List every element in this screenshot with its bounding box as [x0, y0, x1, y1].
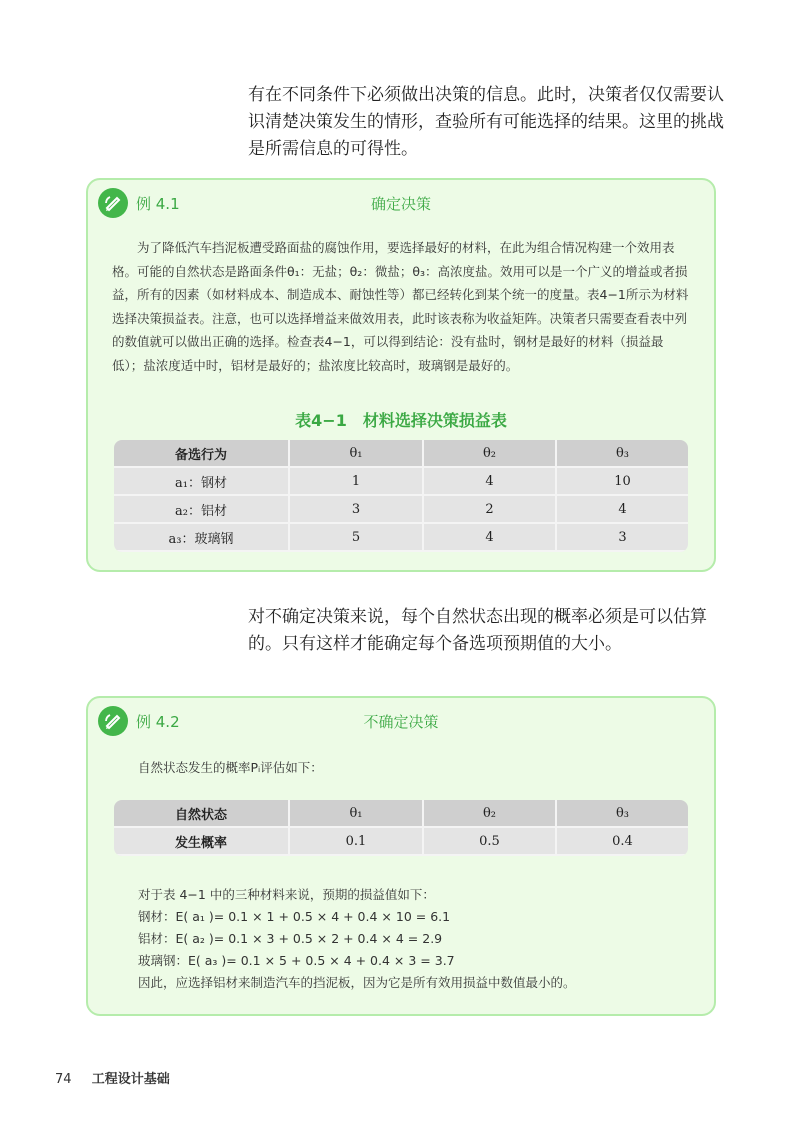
page-footer — [55, 1068, 170, 1087]
intro-paragraph: 有在不同条件下必须做出决策的信息。此时，决策者仅仅需要认识清楚决策发生的情形，查验所有可能选择的结果。这里的挑战是所需信息的可得性。 — [248, 85, 724, 159]
table-cell: 4 — [422, 468, 555, 496]
example-title: 不确定决策 — [363, 713, 439, 731]
table-header-cell: θ₃ — [555, 440, 688, 468]
calc-conclusion: 因此，应选择铝材来制造汽车的挡泥板，因为它是所有效用损益中数值最小的。 — [138, 975, 576, 990]
example-box-4-1 — [86, 178, 716, 572]
table-caption: 表4−1 材料选择决策损益表 — [295, 411, 507, 430]
example-label: 例 4.1 — [136, 195, 180, 213]
intro-paragraph-2: 对不确定决策来说，每个自然状态出现的概率必须是可以估算的。只有这样才能确定每个备选项预期值的大小。 — [248, 607, 707, 654]
probability-intro: 自然状态发生的概率Pᵢ评估如下： — [138, 760, 323, 775]
table-row — [114, 496, 688, 524]
table-cell: 3 — [555, 524, 688, 552]
page-number: 74 — [55, 1072, 72, 1087]
table-cell: 3 — [288, 496, 422, 524]
table-header-row — [114, 800, 688, 828]
calc-line-fiberglass: 玻璃钢：E( a₃ )= 0.1 × 5 + 0.5 × 4 + 0.4 × 3 = 3.7 — [138, 953, 455, 968]
table-cell: 2 — [422, 496, 555, 524]
table-cell: 0.5 — [422, 828, 555, 856]
probability-table — [114, 800, 688, 856]
table-cell: 4 — [555, 496, 688, 524]
table-cell: 10 — [555, 468, 688, 496]
table-row — [114, 468, 688, 496]
example-title: 确定决策 — [370, 195, 431, 213]
table-header-cell: θ₁ — [288, 440, 422, 468]
table-cell: a₃：玻璃钢 — [114, 524, 288, 552]
table-header-cell: θ₂ — [422, 800, 555, 828]
table-cell: a₁：钢材 — [114, 468, 288, 496]
table-header-cell: θ₃ — [555, 800, 688, 828]
expected-value-calculation — [138, 884, 688, 994]
table-row — [114, 524, 688, 552]
table-cell: 0.1 — [288, 828, 422, 856]
table-header-cell: 备选行为 — [114, 440, 288, 468]
table-cell: 1 — [288, 468, 422, 496]
book-title: 工程设计基础 — [91, 1072, 170, 1087]
table-cell: 4 — [422, 524, 555, 552]
table-cell: 5 — [288, 524, 422, 552]
decision-loss-table — [114, 440, 688, 552]
table-header-cell: 自然状态 — [114, 800, 288, 828]
table-cell: a₂：铝材 — [114, 496, 288, 524]
calc-line-steel: 钢材：E( a₁ )= 0.1 × 1 + 0.5 × 4 + 0.4 × 10 = 6.1 — [138, 909, 451, 924]
calc-line-aluminum: 铝材：E( a₂ )= 0.1 × 3 + 0.5 × 2 + 0.4 × 4 = 2.9 — [138, 931, 443, 946]
table-header-row — [114, 440, 688, 468]
table-header-cell: θ₂ — [422, 440, 555, 468]
table-header-cell: θ₁ — [288, 800, 422, 828]
calc-intro: 对于表 4−1 中的三种材料来说，预期的损益值如下： — [138, 887, 435, 902]
example-box-4-2 — [86, 696, 716, 1016]
example-label: 例 4.2 — [136, 713, 180, 731]
table-cell: 0.4 — [555, 828, 688, 856]
table-row — [114, 828, 688, 856]
example-paragraph: 为了降低汽车挡泥板遭受路面盐的腐蚀作用，要选择最好的材料，在此为组合情况构建一个效用表格。可能的自然状态是路面条件θ₁：无盐；θ₂：微盐；θ₃：高浓度盐。效用可以是一个广义的增益或者损益，所有的因素（如材料成本、制造成本、耐蚀性等）都已经转化到某个统一的度量。表4−1所示为材料选择决策损益表。注意，也可以选择增益来做效用表，此时该表称为收益矩阵。决策者只需要查看表中列的数值就可以做出正确的选择。检查表4−1，可以得到结论：没有盐时，钢材是最好的材料（损益最低）；盐浓度适中时，铝材是最好的；盐浓度比较高时，玻璃钢是最好的。 — [112, 240, 689, 373]
table-cell: 发生概率 — [114, 828, 288, 856]
